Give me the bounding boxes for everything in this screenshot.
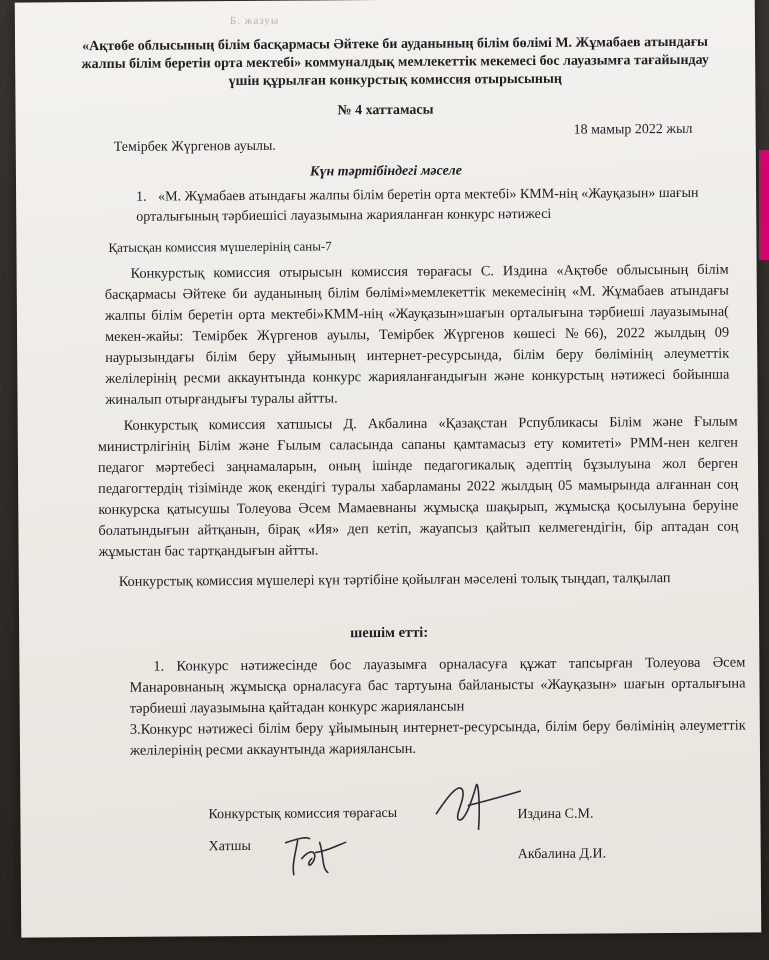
agenda-item-number: 1. <box>136 189 147 205</box>
protocol-number: № 4 хаттамасы <box>337 102 434 119</box>
decision-item-1: 1. Конкурс нәтижесінде бос лауазымға орналасуға құжат тапсырған Толеуова Әсем Манаровнаның жұмысқа орналасуға бас тартуына байланысты «Жауқазын» шағын орталығына тәрбиеші лауазымына қайтадан конкурс жариялансын <box>129 654 746 717</box>
agenda-item <box>136 184 736 228</box>
agenda-title: Күн тәртібіндегі мәселе <box>309 163 462 180</box>
protocol-document <box>15 0 762 938</box>
faint-stamp: Б. жазуы <box>229 14 280 28</box>
members-count: Қатысқан комиссия мүшелерінің саны-7 <box>108 238 332 255</box>
decision-item-2: 3.Конкурс нәтижесі білім беру ұйымының интернет-ресурсында, білім беру бөлімінің әлеуметтік желілерінің ресми аккаунтында жариялансын. <box>129 717 746 759</box>
date-label: 18 мамыр 2022 жыл <box>573 121 693 138</box>
secretary-name: Акбалина Д.И. <box>517 846 607 863</box>
chair-signature-icon <box>428 775 528 834</box>
chair-name: Издина С.М. <box>517 806 594 823</box>
document-header: «Ақтөбе облысының білім басқармасы Әйтеке би ауданының білім бөлімі М. Жұмабаев атындағы жалпы білім беретін орта мектебі» коммуналдық мемлекеттік мекемесі бос лауазымға тағайындау үшін құрылған конкурстық комиссия отырысының <box>81 34 709 90</box>
chair-label: Конкурстық комиссия төрағасы <box>208 805 398 823</box>
agenda-item-text: «М. Жұмабаев атындағы жалпы білім беретін орта мектебі» КММ-нің «Жауқазын» шағын орталығының тәрбиешісі лауазымына жарияланған конкурс нәтижесі <box>136 185 699 225</box>
place-label: Темірбек Жүргенов ауылы. <box>113 138 276 155</box>
secretary-label: Хатшы <box>208 838 251 855</box>
decision-list <box>129 653 746 762</box>
decision-title: шешім етті: <box>350 624 429 642</box>
accent-strip <box>759 150 769 260</box>
secretary-signature-icon <box>276 828 356 881</box>
paragraph-chair-report: Конкурстық комиссия отырысын комиссия төрағасы С. Издина «Ақтөбе облысының білім басқармасы Әйтеке би ауданының білім бөлімі»мемлекеттік мекемесінің «М. Жұмабаев атындағы жалпы білім беретін орта мектебі»КММ-нің «Жауқазын»шағын орталығына тәрбиеші лауазымына( мекен-жайы: Темірбек Жүргенов ауылы, Темірбек Жүргенов көшесі №66), 2022 жылдың 09 наурызындағы білім беру ұйымының интернет-ресурсында, білім беру бөлімінің әлеуметтік желілерінің ресми аккаунтында конкурс жарияланғандығын және конкурстың нәтижесі бойынша жиналып отырғандығы туралы айтты. <box>104 261 730 408</box>
paragraph-discussion: Конкурстық комиссия мүшелері күн тәртібіне қойылған мәселені толық тыңдап, талқылап <box>118 570 671 590</box>
paragraph-secretary-report: Конкурстық комиссия хатшысы Д. Акбалина «Қазақстан Рспубликасы Білім және Ғылым министрлігінің Білім және Ғылым саласында сапаны қамтамасыз ету комитеті» РММ-нен келген педагог мәртебесі заңнамаларын, оның ішінде педагогикалық әдептің бұзылуына жол берген педагогтердің тізімінде жоқ екендігі туралы хабарламаны 2022 жылдың 05 мамырында алғаннан соң конкурска қатысушы Толеуова Әсем Мамаевнаны жұмысқа шақырып, жұмысқа қосылуына беруіне болатындығын айтқанын, бірақ «Ия» деп кетіп, жауапсыз қайтып келмегендігін, бір аптадан соң жұмыстан бас тартқандығын айтты. <box>97 413 739 561</box>
